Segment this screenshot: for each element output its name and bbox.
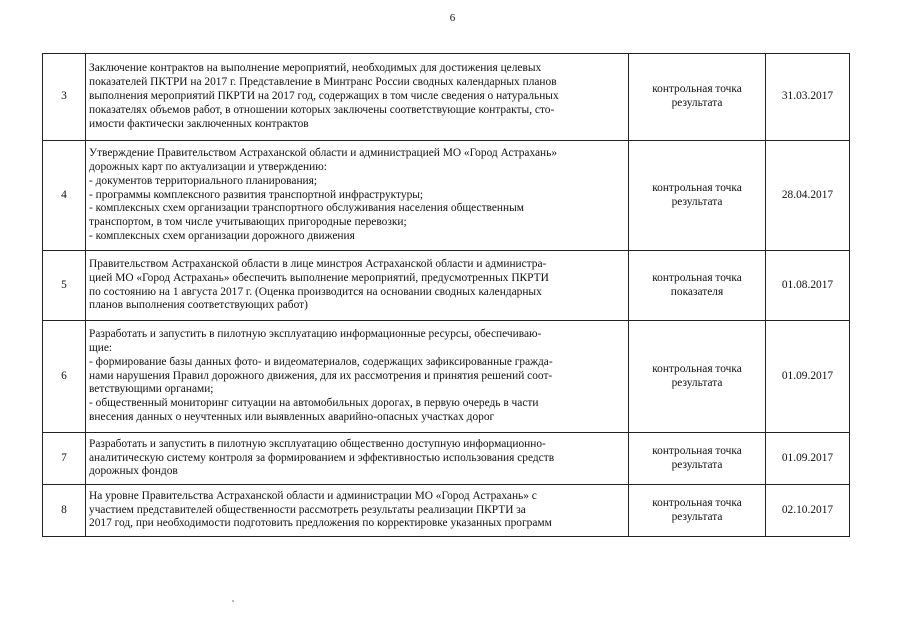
activity-description (86, 54, 629, 141)
deadline-date: 01.09.2017 (766, 433, 850, 485)
description-line: На уровне Правительства Астраханской области и администрации МО «Город Астрахань» с (89, 489, 537, 502)
table-row (43, 54, 850, 141)
description-line: нами нарушения Правил дорожного движения, для их рассмотрения и принятия решений соот- (89, 369, 553, 382)
description-line: Разработать и запустить в пилотную эксплуатацию общественно доступную информационно- (89, 437, 546, 450)
description-line: внесения данных о неучтенных или выявленных аварийно-опасных участках дорог (89, 411, 495, 424)
control-point-line: результата (671, 97, 723, 109)
control-point-line: контрольная точка (652, 362, 742, 375)
deadline-date: 01.08.2017 (766, 251, 850, 321)
deadline-date: 01.09.2017 (766, 321, 850, 433)
table-row (43, 141, 850, 251)
control-point-type (629, 433, 766, 485)
description-line: дорожных карт по актуализации и утверждению: (89, 160, 327, 173)
activity-description (86, 433, 629, 485)
page-number: 6 (449, 12, 456, 24)
control-point-type (629, 141, 766, 251)
control-point-line: контрольная точка (652, 271, 742, 284)
control-point-type (629, 321, 766, 433)
control-point-type (629, 251, 766, 321)
control-point-line: показателя (670, 285, 724, 298)
description-line: - комплексных схем организации транспортного обслуживания населения общественным (89, 202, 524, 215)
row-number: 6 (43, 321, 86, 433)
description-line: транспортом, в том числе учитывающих пригородные перевозки; (89, 216, 407, 229)
description-line: - формирование базы данных фото- и видеоматериалов, содержащих зафиксированные гражда- (89, 355, 553, 368)
description-line: 2017 год, при необходимости подготовить предложения по корректировке указанных программ (89, 517, 552, 530)
description-line: показателях объемов работ, в отношении которых заключены соответствующие контракты, сто- (89, 103, 555, 116)
description-line: щие: (89, 341, 113, 354)
control-point-line: контрольная точка (652, 83, 742, 96)
description-line: выполнения мероприятий ПКРТИ на 2017 год, содержащих в том числе сведения о натуральных (89, 90, 559, 103)
control-point-line: контрольная точка (652, 181, 742, 194)
description-line: Заключение контрактов на выполнение мероприятий, необходимых для достижения целевых (89, 62, 542, 75)
description-line: - комплексных схем организации дорожного движения (89, 230, 355, 243)
description-line: аналитическую систему контроля за формированием и эффективностью использования средств (89, 451, 555, 464)
control-point-line: результата (671, 458, 723, 471)
control-point-type (629, 54, 766, 141)
description-line: - общественный мониторинг ситуации на автомобильных дорогах, в первую очередь в части (89, 397, 539, 410)
control-point-line: контрольная точка (652, 496, 742, 509)
activity-description (86, 321, 629, 433)
description-line: имости фактически заключенных контрактов (89, 117, 309, 130)
activity-description (86, 251, 629, 321)
control-point-line: результата (671, 510, 723, 523)
description-line: Разработать и запустить в пилотную эксплуатацию информационные ресурсы, обеспечиваю- (89, 327, 542, 340)
description-line: ветствующими органами; (89, 383, 214, 396)
control-point-line: результата (671, 376, 723, 389)
table-row (43, 251, 850, 321)
description-line: по состоянию на 1 августа 2017 г. (Оценка производится на основании сводных календарных (89, 285, 542, 298)
control-point-line: контрольная точка (652, 444, 742, 457)
deadline-date: 02.10.2017 (766, 485, 850, 537)
description-line: планов выполнения соответствующих работ) (89, 299, 308, 312)
description-line: цией МО «Город Астрахань» обеспечить выполнение мероприятий, предусмотренных ПКРТИ (89, 271, 549, 284)
control-point-type (629, 485, 766, 537)
table-row (43, 321, 850, 433)
row-number: 4 (43, 141, 86, 251)
row-number: 8 (43, 485, 86, 537)
description-line: участием представителей общественности рассмотреть результаты реализации ПКРТИ за (89, 503, 526, 516)
description-line: дорожных фондов (89, 465, 178, 478)
control-point-line: результата (671, 195, 723, 208)
row-number: 7 (43, 433, 86, 485)
deadline-date: 31.03.2017 (766, 54, 850, 141)
table-row (43, 485, 850, 537)
description-line: - программы комплексного развития транспортной инфраструктуры; (89, 188, 424, 201)
description-line: Правительством Астраханской области в лице минстроя Астраханской области и администра- (89, 257, 547, 270)
activity-description (86, 141, 629, 251)
description-line: Утверждение Правительством Астраханской области и администрацией МО «Город Астрахань» (89, 146, 558, 159)
plan-table-body (43, 54, 850, 537)
activity-description (86, 485, 629, 537)
description-line: показателей ПКТРИ на 2017 г. Представление в Минтранс России сводных календарных планов (89, 76, 557, 89)
row-number: 3 (43, 54, 86, 141)
row-number: 5 (43, 251, 86, 321)
table-row (43, 433, 850, 485)
scan-speck (232, 600, 234, 602)
plan-table (42, 53, 850, 537)
description-line: - документов территориального планирования; (89, 174, 318, 187)
deadline-date: 28.04.2017 (766, 141, 850, 251)
